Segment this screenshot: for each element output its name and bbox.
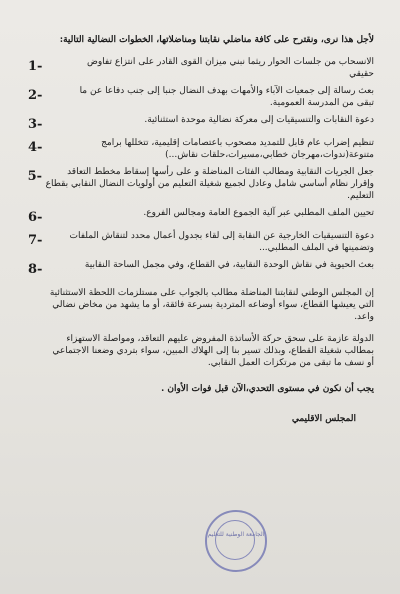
paragraph-line: واعد. xyxy=(354,312,374,322)
paragraph-line: إن المجلس الوطني لنقابتنا المناضلة مطالب بالجواب على مستلزمات اللحظة الاستثنائية xyxy=(49,288,374,298)
stamp-text: الجامعة الوطنية للتعليم xyxy=(207,531,265,538)
step-text xyxy=(46,207,374,225)
step-item xyxy=(28,166,374,202)
step-line: الانسحاب من جلسات الحوار ريثما نبني ميزان القوى القادر على انتزاع تفاوض xyxy=(86,57,374,67)
step-number: -1 xyxy=(28,59,43,74)
step-item xyxy=(28,56,374,80)
step-item xyxy=(28,207,374,225)
step-text xyxy=(46,166,374,202)
step-number: -4 xyxy=(28,140,43,155)
step-line: تنظيم إضراب عام قابل للتمديد مصحوب باعتصامات إقليمية، تتخللها برامج xyxy=(101,138,374,148)
step-line: وإقرار نظام أساسي شامل وعادل لجميع شغيلة التعليم من أولويات النضال النقابي بقطاع xyxy=(45,179,374,189)
paragraphs xyxy=(28,287,374,369)
step-number: -6 xyxy=(28,210,43,225)
steps-list xyxy=(28,56,374,277)
step-line: حقيقي xyxy=(349,69,374,79)
step-number: -3 xyxy=(28,117,43,132)
step-number: -8 xyxy=(28,262,43,277)
step-line: دعوة التنسيقيات الخارجية عن النقابة إلى لقاء بجدول أعمال محدد لتنقاش الملفات xyxy=(69,231,374,241)
step-line: التعليم. xyxy=(347,191,374,201)
council-signature: المجلس الاقليمي xyxy=(291,414,356,424)
step-number: -7 xyxy=(28,233,43,248)
step-item xyxy=(28,259,374,277)
step-number: -2 xyxy=(28,88,43,103)
paragraph xyxy=(28,333,374,369)
step-line: بعث الحيوية في نقاش الوحدة النقابية، في القطاع، وفي مجمل الساحة النقابية xyxy=(84,260,374,270)
intro-line: لأجل هذا نرى، ونقترح على كافة مناضلي نقابتنا ومناضلاتها، الخطوات النضالية التالية: xyxy=(59,35,374,45)
document-body xyxy=(28,34,374,425)
paragraph-line: أو نسف ما تبقى من مرتكزات العمل النقابي. xyxy=(207,358,374,368)
step-item xyxy=(28,114,374,132)
step-line: تبقى من المدرسة العمومية. xyxy=(269,98,374,108)
paragraph xyxy=(28,287,374,323)
step-line: وتضمينها في الملف المطلبي... xyxy=(259,243,374,253)
step-text xyxy=(46,230,374,254)
step-text xyxy=(46,56,374,80)
step-line: تحيين الملف المطلبي عبر آلية الجموع العامة ومجالس الفروع. xyxy=(143,208,374,218)
step-line: جعل الجريات النقابية ومطالب الفئات المناضلة و على رأسها إسقاط مخطط التعاقد xyxy=(67,167,374,177)
step-line: دعوة النقابات والتنسيقيات إلى معركة نضالية موحدة استثنائية. xyxy=(144,115,374,125)
paragraph-line: الدولة عازمة على سحق حركة الأساتذة المفروض عليهم التعاقد، ومواصلة الاستهزاء xyxy=(66,334,374,344)
official-stamp xyxy=(205,510,267,572)
step-number: -5 xyxy=(27,169,43,184)
step-line: متنوعة(ندوات،مهرجان خطابي،مسيرات،حلقات نقاش...) xyxy=(165,150,374,160)
paragraph-line: بمطالب شغيلة القطاع، وبذلك تسير بنا إلى الهلاك المبين، سواء بتردي وضعنا الاجتماعي xyxy=(52,346,374,356)
closing-line: يجب أن نكون في مستوى التحدي،الآن قبل فوات الأوان . xyxy=(161,384,374,394)
step-item xyxy=(28,85,374,109)
step-line: بعث رسالة إلى جمعيات الآباء والأمهات بهدف النضال جنبا إلى جنب دفاعا عن ما xyxy=(79,86,374,96)
stamp-inner-ring xyxy=(215,520,255,560)
step-text xyxy=(46,259,374,277)
step-text xyxy=(46,85,374,109)
step-text xyxy=(46,137,374,161)
paragraph-line: التي يعيشها القطاع، سواء أوضاعه المتردية بسرعة فائقة، أو ما يشهد من مخاض نضالي xyxy=(52,300,374,310)
step-item xyxy=(28,230,374,254)
step-text xyxy=(46,114,374,132)
step-item xyxy=(28,137,374,161)
